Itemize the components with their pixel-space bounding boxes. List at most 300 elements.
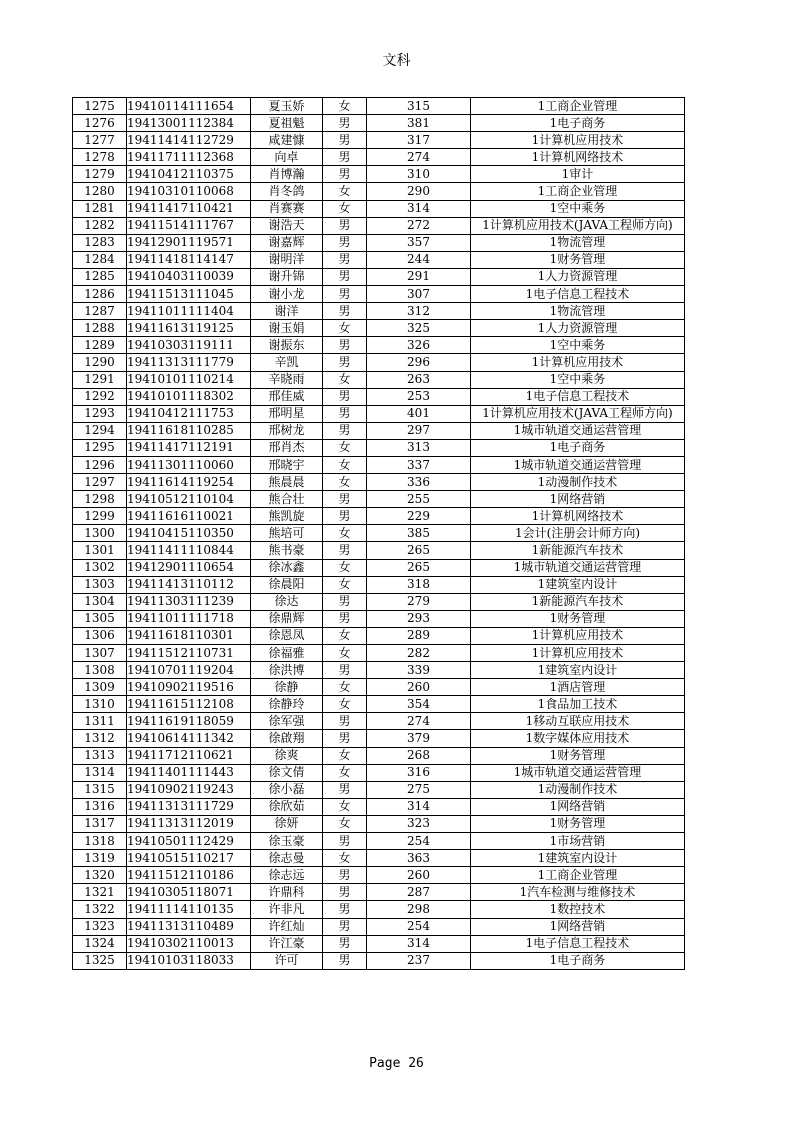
gender-cell: 男 bbox=[323, 935, 367, 952]
major-cell: 1计算机应用技术 bbox=[471, 627, 685, 644]
major-cell: 1空中乘务 bbox=[471, 200, 685, 217]
student-id-cell: 19413001112384 bbox=[127, 115, 251, 132]
student-name-cell: 徐洪博 bbox=[251, 662, 323, 679]
student-id-cell: 19411414112729 bbox=[127, 132, 251, 149]
table-row bbox=[73, 303, 685, 320]
student-id-cell: 19410303119111 bbox=[127, 337, 251, 354]
student-id-cell: 19411712110621 bbox=[127, 747, 251, 764]
gender-cell: 女 bbox=[323, 559, 367, 576]
score-cell: 357 bbox=[367, 234, 471, 251]
row-number-cell: 1308 bbox=[73, 662, 127, 679]
score-cell: 354 bbox=[367, 696, 471, 713]
student-id-cell: 19410415110350 bbox=[127, 525, 251, 542]
table-row bbox=[73, 645, 685, 662]
major-cell: 1计算机应用技术 bbox=[471, 645, 685, 662]
row-number-cell: 1276 bbox=[73, 115, 127, 132]
table-row bbox=[73, 867, 685, 884]
table-row bbox=[73, 525, 685, 542]
gender-cell: 女 bbox=[323, 200, 367, 217]
major-cell: 1计算机应用技术 bbox=[471, 354, 685, 371]
score-cell: 229 bbox=[367, 508, 471, 525]
major-cell: 1计算机网络技术 bbox=[471, 508, 685, 525]
student-name-cell: 徐福雅 bbox=[251, 645, 323, 662]
major-cell: 1计算机应用技术 bbox=[471, 132, 685, 149]
score-cell: 291 bbox=[367, 268, 471, 285]
student-name-cell: 徐啟翔 bbox=[251, 730, 323, 747]
page-number: Page 26 bbox=[369, 1056, 424, 1071]
major-cell: 1财务管理 bbox=[471, 815, 685, 832]
student-name-cell: 许江豪 bbox=[251, 935, 323, 952]
student-id-cell: 19410403110039 bbox=[127, 268, 251, 285]
student-name-cell: 邢明星 bbox=[251, 405, 323, 422]
student-id-cell: 19411413110112 bbox=[127, 576, 251, 593]
student-name-cell: 徐静玲 bbox=[251, 696, 323, 713]
row-number-cell: 1312 bbox=[73, 730, 127, 747]
major-cell: 1电子商务 bbox=[471, 952, 685, 969]
row-number-cell: 1307 bbox=[73, 645, 127, 662]
gender-cell: 女 bbox=[323, 183, 367, 200]
score-cell: 290 bbox=[367, 183, 471, 200]
gender-cell: 男 bbox=[323, 405, 367, 422]
student-id-cell: 19411301110060 bbox=[127, 456, 251, 473]
student-name-cell: 谢升锦 bbox=[251, 268, 323, 285]
row-number-cell: 1277 bbox=[73, 132, 127, 149]
score-cell: 265 bbox=[367, 542, 471, 559]
major-cell: 1电子信息工程技术 bbox=[471, 388, 685, 405]
student-name-cell: 许鼎科 bbox=[251, 884, 323, 901]
student-id-cell: 19411614119254 bbox=[127, 474, 251, 491]
row-number-cell: 1275 bbox=[73, 98, 127, 115]
gender-cell: 男 bbox=[323, 303, 367, 320]
table-row bbox=[73, 474, 685, 491]
table-row bbox=[73, 764, 685, 781]
gender-cell: 男 bbox=[323, 234, 367, 251]
student-name-cell: 徐军强 bbox=[251, 713, 323, 730]
score-cell: 265 bbox=[367, 559, 471, 576]
student-id-cell: 19411618110285 bbox=[127, 422, 251, 439]
major-cell: 1汽车检测与维修技术 bbox=[471, 884, 685, 901]
table-row bbox=[73, 354, 685, 371]
student-id-cell: 19411512110731 bbox=[127, 645, 251, 662]
score-cell: 260 bbox=[367, 679, 471, 696]
student-name-cell: 咸建慷 bbox=[251, 132, 323, 149]
student-name-cell: 徐欣茹 bbox=[251, 798, 323, 815]
score-cell: 318 bbox=[367, 576, 471, 593]
gender-cell: 女 bbox=[323, 439, 367, 456]
table-row bbox=[73, 730, 685, 747]
student-id-cell: 19410101118302 bbox=[127, 388, 251, 405]
row-number-cell: 1279 bbox=[73, 166, 127, 183]
gender-cell: 女 bbox=[323, 850, 367, 867]
major-cell: 1动漫制作技术 bbox=[471, 474, 685, 491]
table-row bbox=[73, 166, 685, 183]
score-cell: 339 bbox=[367, 662, 471, 679]
major-cell: 1财务管理 bbox=[471, 747, 685, 764]
row-number-cell: 1281 bbox=[73, 200, 127, 217]
student-name-cell: 肖赛赛 bbox=[251, 200, 323, 217]
row-number-cell: 1306 bbox=[73, 627, 127, 644]
row-number-cell: 1316 bbox=[73, 798, 127, 815]
student-id-cell: 19410701119204 bbox=[127, 662, 251, 679]
row-number-cell: 1286 bbox=[73, 286, 127, 303]
score-cell: 263 bbox=[367, 371, 471, 388]
student-id-cell: 19411616110021 bbox=[127, 508, 251, 525]
student-name-cell: 许非凡 bbox=[251, 901, 323, 918]
major-cell: 1建筑室内设计 bbox=[471, 850, 685, 867]
major-cell: 1审计 bbox=[471, 166, 685, 183]
student-id-cell: 19411618110301 bbox=[127, 627, 251, 644]
student-name-cell: 夏玉娇 bbox=[251, 98, 323, 115]
gender-cell: 男 bbox=[323, 901, 367, 918]
student-name-cell: 谢洋 bbox=[251, 303, 323, 320]
major-cell: 1城市轨道交通运营管理 bbox=[471, 422, 685, 439]
major-cell: 1工商企业管理 bbox=[471, 98, 685, 115]
row-number-cell: 1284 bbox=[73, 251, 127, 268]
table-row bbox=[73, 850, 685, 867]
student-id-cell: 19411313111779 bbox=[127, 354, 251, 371]
score-cell: 363 bbox=[367, 850, 471, 867]
row-number-cell: 1317 bbox=[73, 815, 127, 832]
table-row bbox=[73, 593, 685, 610]
table-row bbox=[73, 662, 685, 679]
student-name-cell: 邢佳威 bbox=[251, 388, 323, 405]
table-row bbox=[73, 508, 685, 525]
student-name-cell: 谢嘉辉 bbox=[251, 234, 323, 251]
student-id-cell: 19411313110489 bbox=[127, 918, 251, 935]
row-number-cell: 1298 bbox=[73, 491, 127, 508]
student-id-cell: 19411513111045 bbox=[127, 286, 251, 303]
table-row bbox=[73, 405, 685, 422]
major-cell: 1财务管理 bbox=[471, 251, 685, 268]
row-number-cell: 1304 bbox=[73, 593, 127, 610]
table-row bbox=[73, 371, 685, 388]
gender-cell: 男 bbox=[323, 166, 367, 183]
score-cell: 336 bbox=[367, 474, 471, 491]
table-row bbox=[73, 251, 685, 268]
student-id-cell: 19412901110654 bbox=[127, 559, 251, 576]
score-cell: 275 bbox=[367, 781, 471, 798]
student-id-cell: 19412901119571 bbox=[127, 234, 251, 251]
student-id-cell: 19410101110214 bbox=[127, 371, 251, 388]
student-id-cell: 19410310110068 bbox=[127, 183, 251, 200]
major-cell: 1网络营销 bbox=[471, 798, 685, 815]
student-name-cell: 熊培可 bbox=[251, 525, 323, 542]
table-row bbox=[73, 320, 685, 337]
student-name-cell: 徐冰鑫 bbox=[251, 559, 323, 576]
row-number-cell: 1288 bbox=[73, 320, 127, 337]
gender-cell: 男 bbox=[323, 662, 367, 679]
score-cell: 297 bbox=[367, 422, 471, 439]
student-id-cell: 19411711112368 bbox=[127, 149, 251, 166]
student-name-cell: 辛晓雨 bbox=[251, 371, 323, 388]
student-name-cell: 熊晨晨 bbox=[251, 474, 323, 491]
score-cell: 296 bbox=[367, 354, 471, 371]
major-cell: 1计算机应用技术(JAVA工程师方向) bbox=[471, 217, 685, 234]
score-cell: 323 bbox=[367, 815, 471, 832]
row-number-cell: 1300 bbox=[73, 525, 127, 542]
student-id-cell: 19411417112191 bbox=[127, 439, 251, 456]
student-name-cell: 熊合壮 bbox=[251, 491, 323, 508]
gender-cell: 女 bbox=[323, 679, 367, 696]
student-id-cell: 19410902119516 bbox=[127, 679, 251, 696]
student-name-cell: 徐鼎辉 bbox=[251, 610, 323, 627]
table-row bbox=[73, 679, 685, 696]
major-cell: 1网络营销 bbox=[471, 918, 685, 935]
student-name-cell: 熊书豪 bbox=[251, 542, 323, 559]
row-number-cell: 1287 bbox=[73, 303, 127, 320]
table-row bbox=[73, 183, 685, 200]
student-name-cell: 邢树龙 bbox=[251, 422, 323, 439]
student-id-cell: 19410412110375 bbox=[127, 166, 251, 183]
table-row bbox=[73, 884, 685, 901]
student-name-cell: 谢浩天 bbox=[251, 217, 323, 234]
major-cell: 1城市轨道交通运营管理 bbox=[471, 456, 685, 473]
gender-cell: 男 bbox=[323, 251, 367, 268]
row-number-cell: 1291 bbox=[73, 371, 127, 388]
student-name-cell: 徐晨阳 bbox=[251, 576, 323, 593]
gender-cell: 男 bbox=[323, 593, 367, 610]
score-cell: 401 bbox=[367, 405, 471, 422]
score-cell: 379 bbox=[367, 730, 471, 747]
table-row bbox=[73, 833, 685, 850]
row-number-cell: 1289 bbox=[73, 337, 127, 354]
table-row bbox=[73, 559, 685, 576]
student-id-cell: 19411313112019 bbox=[127, 815, 251, 832]
gender-cell: 男 bbox=[323, 884, 367, 901]
student-name-cell: 许红灿 bbox=[251, 918, 323, 935]
gender-cell: 男 bbox=[323, 491, 367, 508]
major-cell: 1移动互联应用技术 bbox=[471, 713, 685, 730]
score-cell: 313 bbox=[367, 439, 471, 456]
major-cell: 1建筑室内设计 bbox=[471, 662, 685, 679]
row-number-cell: 1303 bbox=[73, 576, 127, 593]
row-number-cell: 1324 bbox=[73, 935, 127, 952]
row-number-cell: 1320 bbox=[73, 867, 127, 884]
score-cell: 385 bbox=[367, 525, 471, 542]
row-number-cell: 1297 bbox=[73, 474, 127, 491]
table-body bbox=[73, 98, 685, 970]
gender-cell: 男 bbox=[323, 149, 367, 166]
major-cell: 1新能源汽车技术 bbox=[471, 593, 685, 610]
table-row bbox=[73, 696, 685, 713]
gender-cell: 男 bbox=[323, 217, 367, 234]
row-number-cell: 1290 bbox=[73, 354, 127, 371]
gender-cell: 女 bbox=[323, 98, 367, 115]
major-cell: 1新能源汽车技术 bbox=[471, 542, 685, 559]
student-id-cell: 19410114111654 bbox=[127, 98, 251, 115]
major-cell: 1会计(注册会计师方向) bbox=[471, 525, 685, 542]
score-cell: 254 bbox=[367, 918, 471, 935]
page-title: 文科 bbox=[382, 53, 411, 69]
score-cell: 260 bbox=[367, 867, 471, 884]
score-cell: 316 bbox=[367, 764, 471, 781]
row-number-cell: 1299 bbox=[73, 508, 127, 525]
row-number-cell: 1285 bbox=[73, 268, 127, 285]
student-name-cell: 邢晓宇 bbox=[251, 456, 323, 473]
student-name-cell: 向卓 bbox=[251, 149, 323, 166]
table-row bbox=[73, 747, 685, 764]
gender-cell: 男 bbox=[323, 730, 367, 747]
student-id-cell: 19410512110104 bbox=[127, 491, 251, 508]
student-name-cell: 谢小龙 bbox=[251, 286, 323, 303]
major-cell: 1城市轨道交通运营管理 bbox=[471, 764, 685, 781]
gender-cell: 女 bbox=[323, 371, 367, 388]
table-row bbox=[73, 952, 685, 969]
row-number-cell: 1278 bbox=[73, 149, 127, 166]
table-row bbox=[73, 200, 685, 217]
score-cell: 253 bbox=[367, 388, 471, 405]
student-id-cell: 19411114110135 bbox=[127, 901, 251, 918]
gender-cell: 男 bbox=[323, 508, 367, 525]
row-number-cell: 1292 bbox=[73, 388, 127, 405]
gender-cell: 女 bbox=[323, 645, 367, 662]
gender-cell: 男 bbox=[323, 115, 367, 132]
row-number-cell: 1323 bbox=[73, 918, 127, 935]
score-cell: 317 bbox=[367, 132, 471, 149]
major-cell: 1食品加工技术 bbox=[471, 696, 685, 713]
student-name-cell: 徐志远 bbox=[251, 867, 323, 884]
gender-cell: 女 bbox=[323, 456, 367, 473]
student-name-cell: 辛凯 bbox=[251, 354, 323, 371]
major-cell: 1电子商务 bbox=[471, 115, 685, 132]
student-id-cell: 19411613119125 bbox=[127, 320, 251, 337]
major-cell: 1电子商务 bbox=[471, 439, 685, 456]
row-number-cell: 1283 bbox=[73, 234, 127, 251]
major-cell: 1计算机应用技术(JAVA工程师方向) bbox=[471, 405, 685, 422]
row-number-cell: 1293 bbox=[73, 405, 127, 422]
row-number-cell: 1311 bbox=[73, 713, 127, 730]
score-cell: 237 bbox=[367, 952, 471, 969]
major-cell: 1空中乘务 bbox=[471, 371, 685, 388]
table-row bbox=[73, 439, 685, 456]
gender-cell: 女 bbox=[323, 320, 367, 337]
student-id-cell: 19410614111342 bbox=[127, 730, 251, 747]
student-name-cell: 徐静 bbox=[251, 679, 323, 696]
row-number-cell: 1305 bbox=[73, 610, 127, 627]
score-cell: 289 bbox=[367, 627, 471, 644]
table-row bbox=[73, 132, 685, 149]
row-number-cell: 1314 bbox=[73, 764, 127, 781]
row-number-cell: 1280 bbox=[73, 183, 127, 200]
score-cell: 314 bbox=[367, 200, 471, 217]
score-cell: 293 bbox=[367, 610, 471, 627]
student-name-cell: 徐志曼 bbox=[251, 850, 323, 867]
student-id-cell: 19411512110186 bbox=[127, 867, 251, 884]
student-id-cell: 19410103118033 bbox=[127, 952, 251, 969]
score-cell: 274 bbox=[367, 149, 471, 166]
row-number-cell: 1302 bbox=[73, 559, 127, 576]
student-name-cell: 熊凯旋 bbox=[251, 508, 323, 525]
student-name-cell: 肖博瀚 bbox=[251, 166, 323, 183]
score-cell: 274 bbox=[367, 713, 471, 730]
table-row bbox=[73, 627, 685, 644]
student-id-cell: 19411011111404 bbox=[127, 303, 251, 320]
row-number-cell: 1282 bbox=[73, 217, 127, 234]
major-cell: 1计算机网络技术 bbox=[471, 149, 685, 166]
gender-cell: 男 bbox=[323, 132, 367, 149]
major-cell: 1空中乘务 bbox=[471, 337, 685, 354]
major-cell: 1数字媒体应用技术 bbox=[471, 730, 685, 747]
major-cell: 1财务管理 bbox=[471, 610, 685, 627]
row-number-cell: 1322 bbox=[73, 901, 127, 918]
score-cell: 310 bbox=[367, 166, 471, 183]
gender-cell: 女 bbox=[323, 525, 367, 542]
major-cell: 1市场营销 bbox=[471, 833, 685, 850]
table-row bbox=[73, 234, 685, 251]
student-name-cell: 谢明洋 bbox=[251, 251, 323, 268]
table-row bbox=[73, 337, 685, 354]
table-row bbox=[73, 388, 685, 405]
gender-cell: 男 bbox=[323, 422, 367, 439]
student-name-cell: 徐达 bbox=[251, 593, 323, 610]
table-row bbox=[73, 918, 685, 935]
score-cell: 287 bbox=[367, 884, 471, 901]
gender-cell: 男 bbox=[323, 337, 367, 354]
table-row bbox=[73, 149, 685, 166]
row-number-cell: 1296 bbox=[73, 456, 127, 473]
student-id-cell: 19411303111239 bbox=[127, 593, 251, 610]
table-row bbox=[73, 610, 685, 627]
row-number-cell: 1315 bbox=[73, 781, 127, 798]
row-number-cell: 1309 bbox=[73, 679, 127, 696]
gender-cell: 男 bbox=[323, 952, 367, 969]
student-name-cell: 许可 bbox=[251, 952, 323, 969]
score-cell: 314 bbox=[367, 798, 471, 815]
gender-cell: 女 bbox=[323, 747, 367, 764]
gender-cell: 男 bbox=[323, 542, 367, 559]
gender-cell: 男 bbox=[323, 268, 367, 285]
student-name-cell: 夏祖魁 bbox=[251, 115, 323, 132]
major-cell: 1城市轨道交通运营管理 bbox=[471, 559, 685, 576]
student-name-cell: 徐小磊 bbox=[251, 781, 323, 798]
score-cell: 268 bbox=[367, 747, 471, 764]
student-id-cell: 19411619118059 bbox=[127, 713, 251, 730]
major-cell: 1数控技术 bbox=[471, 901, 685, 918]
table-row bbox=[73, 901, 685, 918]
major-cell: 1动漫制作技术 bbox=[471, 781, 685, 798]
table-row bbox=[73, 713, 685, 730]
table-row bbox=[73, 268, 685, 285]
score-cell: 272 bbox=[367, 217, 471, 234]
row-number-cell: 1318 bbox=[73, 833, 127, 850]
major-cell: 1建筑室内设计 bbox=[471, 576, 685, 593]
gender-cell: 男 bbox=[323, 781, 367, 798]
student-id-cell: 19411313111729 bbox=[127, 798, 251, 815]
table-row bbox=[73, 815, 685, 832]
gender-cell: 男 bbox=[323, 918, 367, 935]
gender-cell: 男 bbox=[323, 286, 367, 303]
major-cell: 1电子信息工程技术 bbox=[471, 935, 685, 952]
row-number-cell: 1310 bbox=[73, 696, 127, 713]
major-cell: 1物流管理 bbox=[471, 234, 685, 251]
table-row bbox=[73, 115, 685, 132]
gender-cell: 男 bbox=[323, 713, 367, 730]
score-cell: 325 bbox=[367, 320, 471, 337]
table-row bbox=[73, 935, 685, 952]
major-cell: 1电子信息工程技术 bbox=[471, 286, 685, 303]
student-name-cell: 徐玉豪 bbox=[251, 833, 323, 850]
gender-cell: 男 bbox=[323, 388, 367, 405]
student-name-cell: 徐妍 bbox=[251, 815, 323, 832]
student-id-cell: 19411411110844 bbox=[127, 542, 251, 559]
student-name-cell: 邢肖杰 bbox=[251, 439, 323, 456]
row-number-cell: 1301 bbox=[73, 542, 127, 559]
row-number-cell: 1313 bbox=[73, 747, 127, 764]
admission-table bbox=[72, 97, 685, 970]
row-number-cell: 1325 bbox=[73, 952, 127, 969]
gender-cell: 女 bbox=[323, 764, 367, 781]
major-cell: 1酒店管理 bbox=[471, 679, 685, 696]
